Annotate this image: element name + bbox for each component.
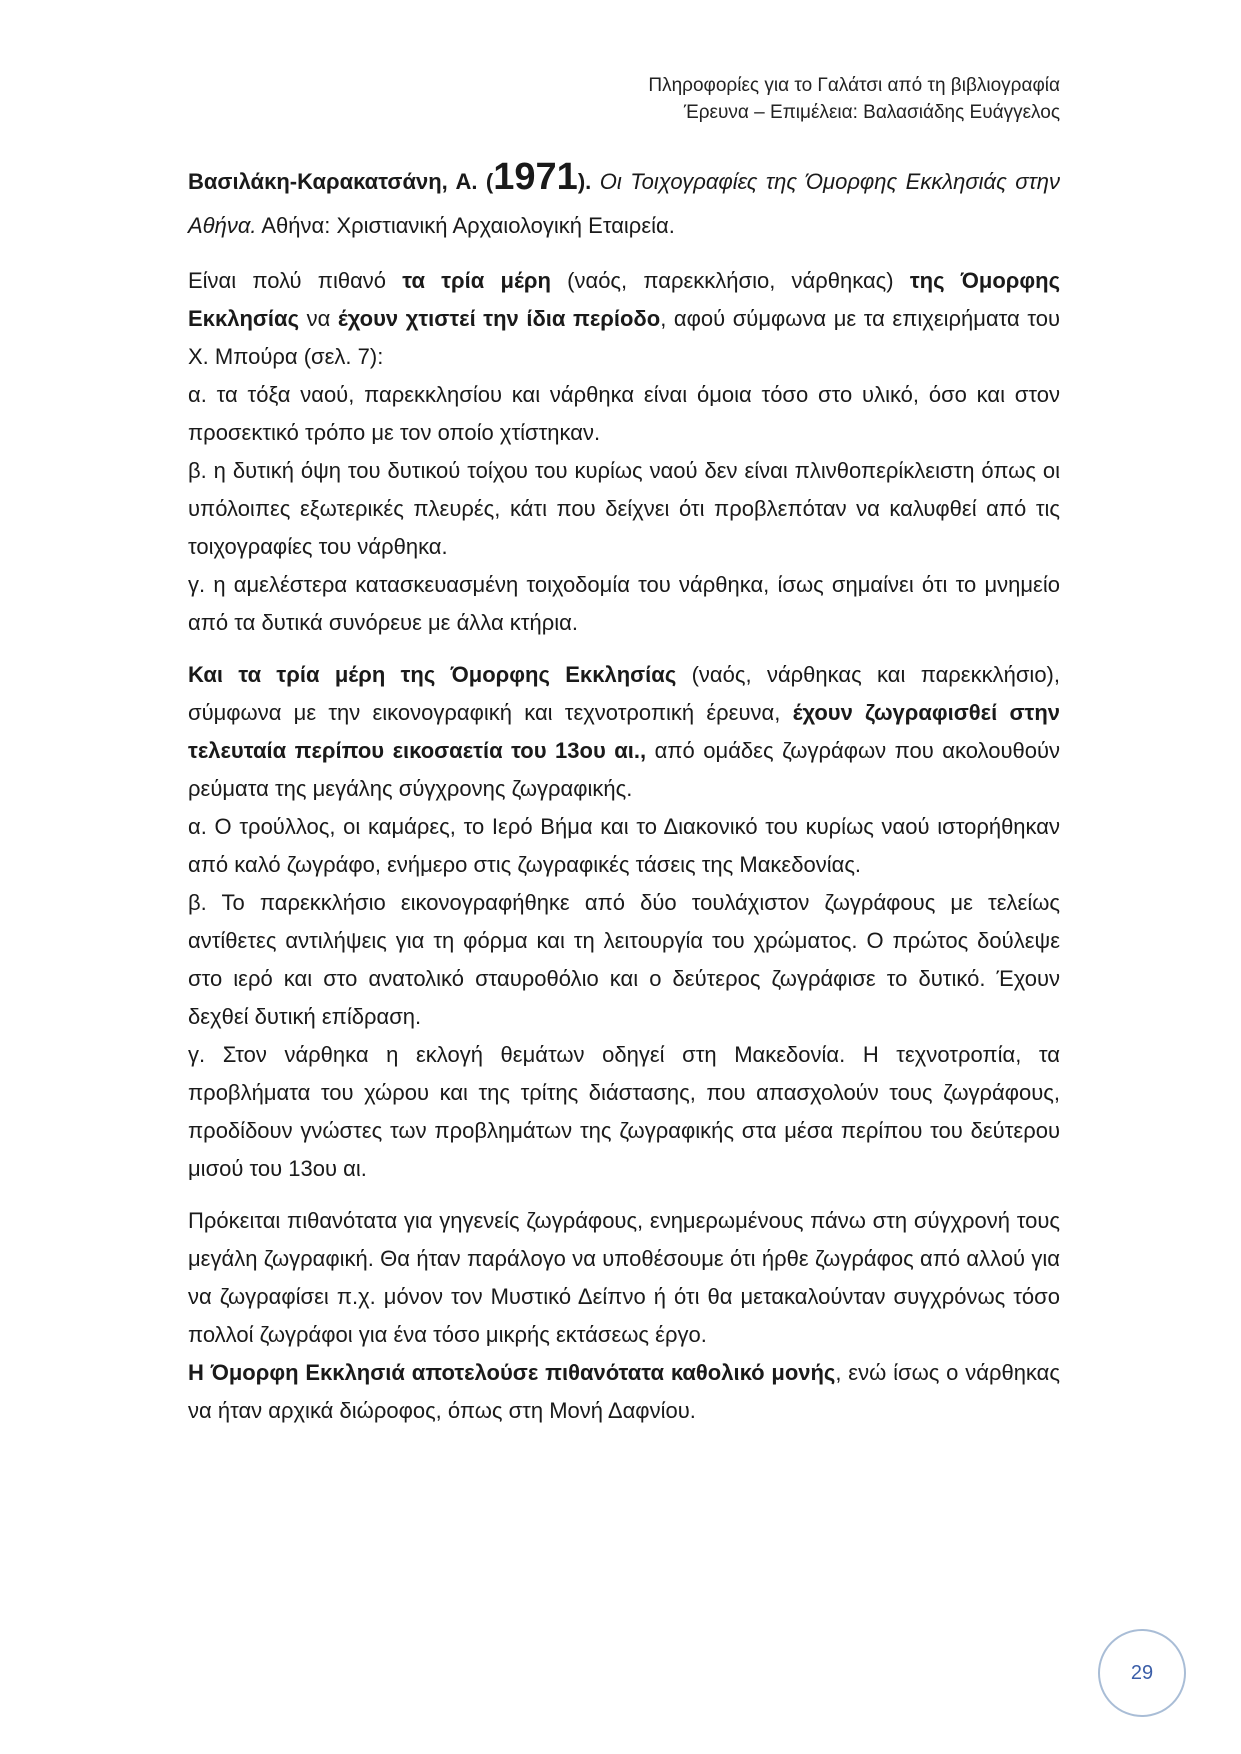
bold-run: τα τρία μέρη — [402, 268, 551, 293]
paragraph-3 — [188, 1202, 1060, 1430]
header-title: Πληροφορίες για το Γαλάτσι από τη βιβλιογραφία — [648, 75, 1060, 96]
paragraph-1-intro — [188, 262, 1060, 376]
citation-publisher: Αθήνα: Χριστιανική Αρχαιολογική Εταιρεία. — [256, 213, 675, 238]
header-editor: Έρευνα – Επιμέλεια: Βαλασιάδης Ευάγγελος — [683, 102, 1060, 123]
list-item-c: γ. Στον νάρθηκα η εκλογή θεμάτων οδηγεί στη Μακεδονία. Η τεχνοτροπία, τα προβλήματα του χώρου και της τρίτης διάστασης, που απασχολούν τους ζωγράφους, προδίδουν γνώστες των προβλημάτων της ζωγραφικής στα μέσα περίπου του δεύτερου μισού του 13ου αι. — [188, 1042, 1060, 1181]
citation-close: ). — [577, 169, 600, 194]
page-content — [188, 156, 1061, 1430]
paragraph-1 — [188, 262, 1060, 642]
page-number-badge — [1098, 1629, 1186, 1717]
list-item-a: α. Ο τρούλλος, οι καμάρες, το Ιερό Βήμα και το Διακονικό του κυρίως ναού ιστορήθηκαν από καλό ζωγράφο, ενήμερο στις ζωγραφικές τάσεις της Μακεδονίας. — [188, 814, 1060, 877]
text-run: (ναός, παρεκκλήσιο, νάρθηκας) — [550, 268, 910, 293]
paragraph-3-conclusion — [188, 1354, 1060, 1430]
text-run: (ναός, νάρθηκας και παρεκκλήσιο), σύμφωνα με την εικονογραφική και τεχνοτροπική έρευνα, — [188, 662, 1060, 725]
citation-year: 1971 — [493, 156, 578, 198]
list-item-b: β. Το παρεκκλήσιο εικονογραφήθηκε από δύο τουλάχιστον ζωγράφους με τελείως αντίθετες αντιλήψεις για τη φόρμα και τη λειτουργία του χρώματος. Ο πρώτος δούλεψε στο ιερό και στο ανατολικό σταυροθόλιο και ο δεύτερος ζωγράφισε το δυτικό. Έχουν δεχθεί δυτική επίδραση. — [188, 890, 1060, 1029]
page-number: 29 — [1130, 1661, 1154, 1684]
list-item-a: α. τα τόξα ναού, παρεκκλησίου και νάρθηκα είναι όμοια τόσο στο υλικό, όσο και στον προσεκτικό τρόπο με τον οποίο χτίστηκαν. — [188, 382, 1060, 445]
text-run: , ενώ ίσως ο νάρθηκας να ήταν αρχικά διώροφος, όπως στη Μονή Δαφνίου. — [188, 1360, 1060, 1423]
list-item-c: γ. η αμελέστερα κατασκευασμένη τοιχοδομία του νάρθηκα, ίσως σημαίνει ότι το μνημείο από τα δυτικά συνόρευε με άλλα κτήρια. — [188, 572, 1060, 635]
paragraph-2-intro — [188, 656, 1060, 808]
citation-author: Βασιλάκη-Καρακατσάνη, Α. ( — [188, 169, 494, 194]
text-run: , αφού σύμφωνα με τα επιχειρήματα του Χ. Μπούρα (σελ. 7): — [188, 306, 1060, 369]
running-header — [648, 72, 1060, 126]
list-item-b: β. η δυτική όψη του δυτικού τοίχου του κυρίως ναού δεν είναι πλινθοπερίκλειστη όπως οι υπόλοιπες εξωτερικές πλευρές, κάτι που δείχνει ότι προβλεπόταν να καλυφθεί από τις τοιχογραφίες του νάρθηκα. — [188, 458, 1060, 559]
bold-run: της Όμορφης Εκκλησίας — [188, 268, 1061, 331]
text-run: να — [299, 306, 338, 331]
text-run: Είναι πολύ πιθανό — [188, 268, 403, 293]
bold-run: Και τα τρία μέρη της Όμορφης Εκκλησίας — [188, 662, 677, 687]
bold-run: έχουν χτιστεί την ίδια περίοδο — [337, 306, 661, 331]
bold-run: έχουν ζωγραφισθεί στην τελευταία περίπου εικοσαετία του 13ου αι., — [188, 700, 1060, 763]
citation-title: Οι Τοιχογραφίες της Όμορφης Εκκλησιάς στην Αθήνα. — [188, 169, 1060, 238]
paragraph-3-text: Πρόκειται πιθανότατα για γηγενείς ζωγράφους, ενημερωμένους πάνω στη σύγχρονή τους μεγάλη ζωγραφική. Θα ήταν παράλογο να υποθέσουμε ότι ήρθε ζωγράφος από αλλού για να ζωγραφίσει π.χ. μόνον τον Μυστικό Δείπνο ή ότι θα μετακαλούνταν συγχρόνως τόσο πολλοί ζωγράφοι για ένα τόσο μικρής εκτάσεως έργο. — [188, 1208, 1060, 1347]
text-run: από ομάδες ζωγράφων που ακολουθούν ρεύματα της μεγάλης σύγχρονης ζωγραφικής. — [188, 738, 1060, 801]
bold-run: Η Όμορφη Εκκλησιά αποτελούσε πιθανότατα καθολικό μονής — [188, 1360, 836, 1385]
paragraph-2 — [188, 656, 1060, 1188]
citation — [188, 156, 1060, 248]
